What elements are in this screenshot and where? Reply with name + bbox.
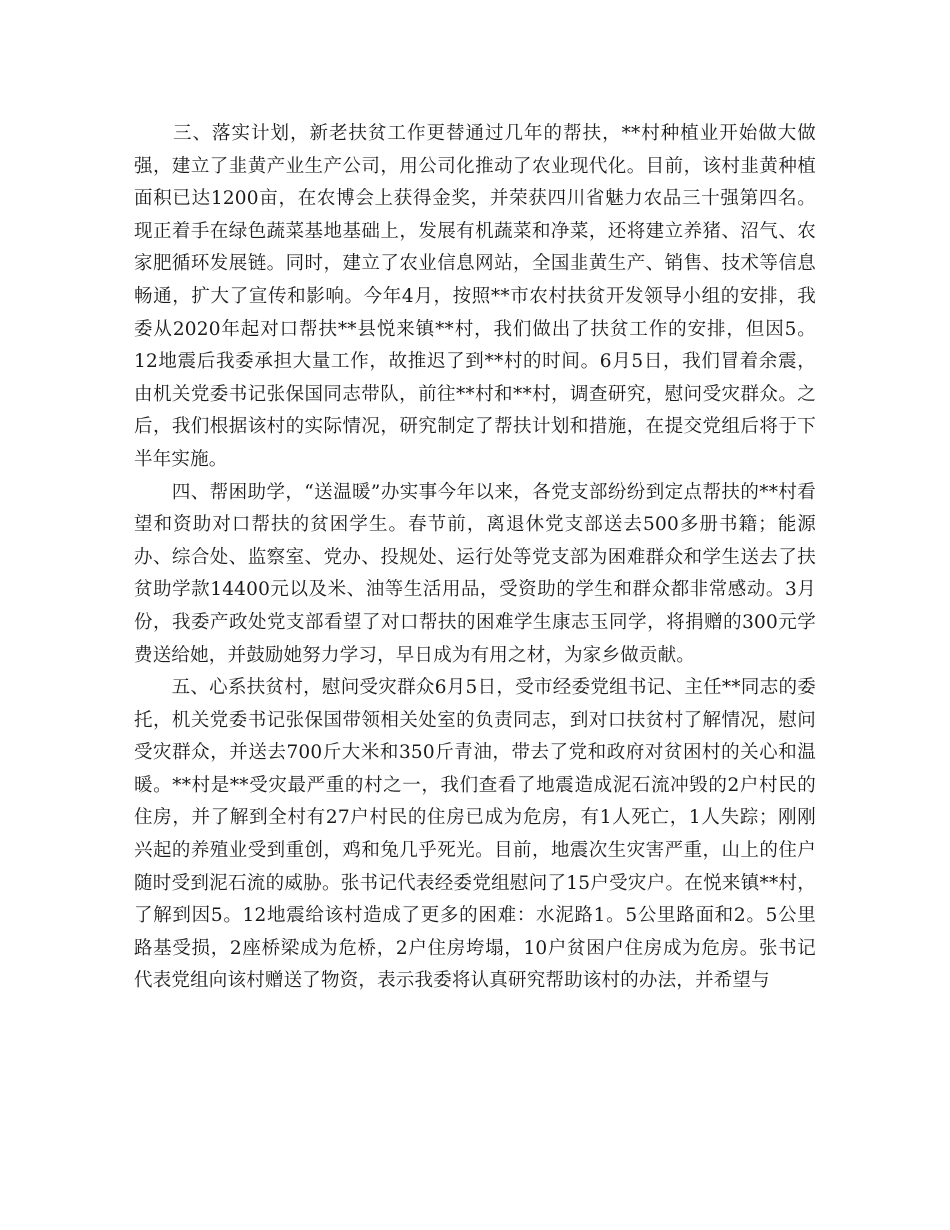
paragraph-disaster-relief: 五、心系扶贫村，慰问受灾群众6月5日，受市经委党组书记、主任**同志的委托，机关党委书记张保国带领相关处室的负责同志，到对口扶贫村了解情况，慰问受灾群众，并送去700斤大米和350斤青油，带去了党和政府对贫困村的关心和温暖。**村是**受灾最严重的村之一，我们查看了地震造成泥石流冲毁的2户村民的住房，并了解到全村有27户村民的住房已成为危房，有1人死亡，1人失踪；刚刚兴起的养殖业受到重创，鸡和兔几乎死光。目前，地震次生灾害严重，山上的住户随时受到泥石流的威胁。张书记代表经委党组慰问了15户受灾户。在悦来镇**村，了解到因5。12地震给该村造成了更多的困难：水泥路1。5公里路面和2。5公里路基受损，2座桥梁成为危桥，2户住房垮塌，10户贫困户住房成为危房。张书记代表党组向该村赠送了物资，表示我委将认真研究帮助该村的办法，并希望与 [134,677,816,992]
paragraph-implement-plan: 三、落实计划，新老扶贫工作更替通过几年的帮扶，**村种植业开始做大做强，建立了韭黄产业生产公司，用公司化推动了农业现代化。目前，该村韭黄种植面积已达1200亩，在农博会上获得金奖，并荣获四川省魅力农品三十强第四名。现正着手在绿色蔬菜基地基础上，发展有机蔬菜和净菜，还将建立养猪、沼气、农家肥循环发展链。同时，建立了农业信息网站，全国韭黄生产、销售、技术等信息畅通，扩大了宣传和影响。今年4月，按照**市农村扶贫开发领导小组的安排，我委从2020年起对口帮扶**县悦来镇**村，我们做出了扶贫工作的安排，但因5。12地震后我委承担大量工作，故推迟了到**村的时间。6月5日，我们冒着余震，由机关党委书记张保国同志带队，前往**村和**村，调查研究，慰问受灾群众。之后，我们根据该村的实际情况，研究制定了帮扶计划和措施，在提交党组后将于下半年实施。 [134,123,816,470]
paragraph-student-aid: 四、帮困助学，“送温暖”办实事今年以来，各党支部纷纷到定点帮扶的**村看望和资助对口帮扶的贫困学生。春节前，离退休党支部送去500多册书籍；能源办、综合处、监察室、党办、投规处、运行处等党支部为困难群众和学生送去了扶贫助学款14400元以及米、油等生活用品，受资助的学生和群众都非常感动。3月份，我委产政处党支部看望了对口帮扶的困难学生康志玉同学，将捐赠的300元学费送给她，并鼓励她努力学习，早日成为有用之材，为家乡做贡献。 [134,481,816,666]
document-body [134,118,816,998]
